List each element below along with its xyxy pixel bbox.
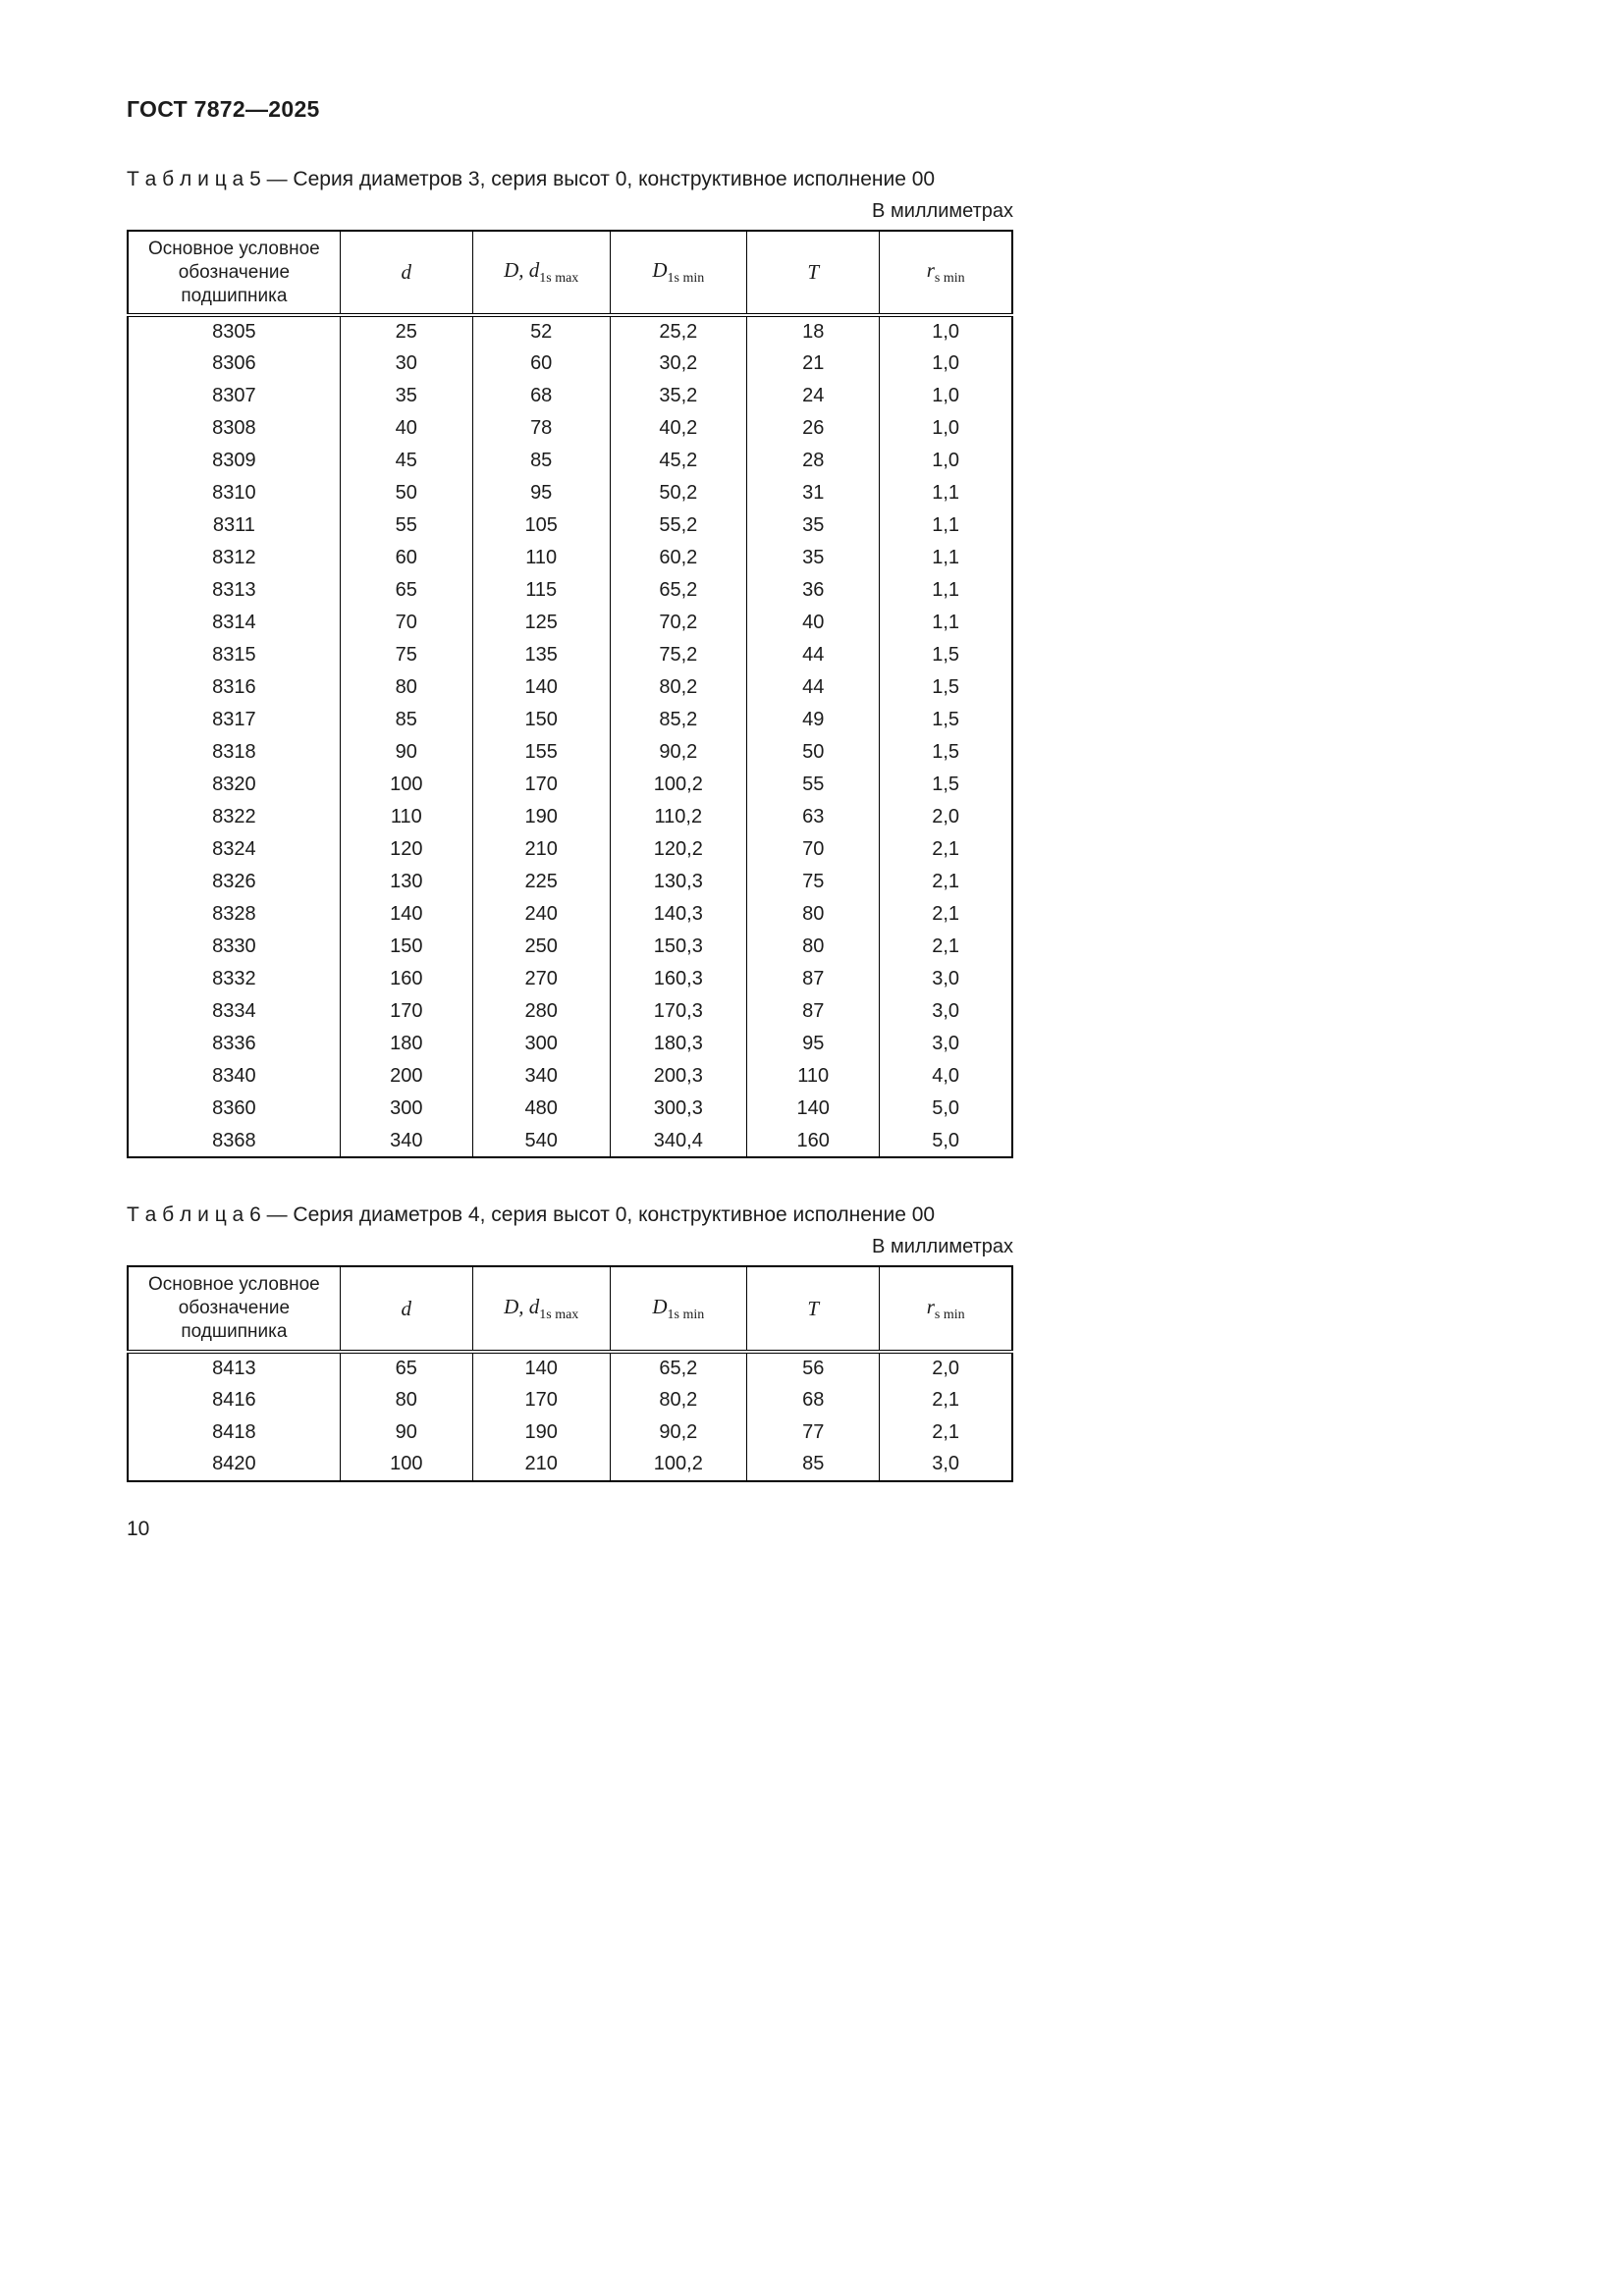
cell-d: 90 — [340, 1416, 472, 1449]
cell-d1s-max: 270 — [472, 963, 610, 995]
cell-d1s-max: 190 — [472, 801, 610, 833]
cell-d1s-max: 210 — [472, 833, 610, 866]
cell-designation: 8416 — [128, 1384, 340, 1416]
column-header-rs-min: $r_{s min}$ — [880, 1266, 1012, 1351]
cell-d1s-min: 340,4 — [610, 1125, 747, 1157]
cell-d1s-min: 160,3 — [610, 963, 747, 995]
table-row — [128, 995, 1012, 1028]
cell-designation: 8317 — [128, 704, 340, 736]
cell-rs-min: 1,5 — [880, 639, 1012, 671]
table-row — [128, 1352, 1012, 1384]
cell-d1s-min: 35,2 — [610, 380, 747, 412]
cell-d1s-max: 225 — [472, 866, 610, 898]
cell-d: 30 — [340, 347, 472, 380]
cell-designation: 8324 — [128, 833, 340, 866]
cell-d1s-max: 250 — [472, 931, 610, 963]
column-header-t: T — [747, 1266, 880, 1351]
cell-designation: 8306 — [128, 347, 340, 380]
cell-rs-min: 1,0 — [880, 445, 1012, 477]
cell-t: 31 — [747, 477, 880, 509]
cell-d: 110 — [340, 801, 472, 833]
header-row — [128, 1266, 1012, 1351]
cell-d: 160 — [340, 963, 472, 995]
table-row — [128, 574, 1012, 607]
cell-d: 70 — [340, 607, 472, 639]
cell-t: 49 — [747, 704, 880, 736]
cell-t: 18 — [747, 315, 880, 347]
cell-d1s-max: 210 — [472, 1449, 610, 1481]
cell-d1s-max: 170 — [472, 769, 610, 801]
table-row — [128, 542, 1012, 574]
cell-t: 95 — [747, 1028, 880, 1060]
cell-d1s-min: 110,2 — [610, 801, 747, 833]
cell-d1s-max: 60 — [472, 347, 610, 380]
cell-d1s-min: 65,2 — [610, 1352, 747, 1384]
cell-d1s-max: 480 — [472, 1093, 610, 1125]
table6-units-note: В миллиметрах — [872, 1236, 1013, 1258]
cell-d: 120 — [340, 833, 472, 866]
cell-designation: 8318 — [128, 736, 340, 769]
cell-rs-min: 3,0 — [880, 995, 1012, 1028]
table-row — [128, 445, 1012, 477]
cell-d1s-max: 340 — [472, 1060, 610, 1093]
cell-rs-min: 2,1 — [880, 833, 1012, 866]
cell-d1s-max: 78 — [472, 412, 610, 445]
table-row — [128, 1028, 1012, 1060]
cell-designation: 8332 — [128, 963, 340, 995]
cell-d1s-max: 240 — [472, 898, 610, 931]
cell-d: 90 — [340, 736, 472, 769]
table-row — [128, 801, 1012, 833]
cell-d1s-min: 80,2 — [610, 671, 747, 704]
cell-t: 35 — [747, 542, 880, 574]
cell-rs-min: 1,5 — [880, 671, 1012, 704]
table-row — [128, 347, 1012, 380]
cell-t: 21 — [747, 347, 880, 380]
cell-designation: 8305 — [128, 315, 340, 347]
cell-d1s-min: 25,2 — [610, 315, 747, 347]
table-row — [128, 380, 1012, 412]
column-header-d1s-min: $D_{1s min}$ — [610, 1266, 747, 1351]
cell-rs-min: 3,0 — [880, 963, 1012, 995]
cell-d1s-max: 125 — [472, 607, 610, 639]
cell-rs-min: 4,0 — [880, 1060, 1012, 1093]
column-header-d: d — [340, 231, 472, 315]
column-header-rs-min: $r_{s min}$ — [880, 231, 1012, 315]
table-row — [128, 898, 1012, 931]
table-row — [128, 1060, 1012, 1093]
cell-rs-min: 2,1 — [880, 931, 1012, 963]
page-content — [127, 96, 1013, 1541]
table-row — [128, 1384, 1012, 1416]
cell-d1s-min: 300,3 — [610, 1093, 747, 1125]
cell-d: 80 — [340, 1384, 472, 1416]
cell-designation: 8320 — [128, 769, 340, 801]
table-row — [128, 1093, 1012, 1125]
cell-t: 28 — [747, 445, 880, 477]
cell-d: 40 — [340, 412, 472, 445]
table5-bearing-dimensions — [127, 230, 1013, 1158]
cell-t: 77 — [747, 1416, 880, 1449]
cell-rs-min: 2,0 — [880, 801, 1012, 833]
cell-designation: 8311 — [128, 509, 340, 542]
cell-t: 87 — [747, 963, 880, 995]
table-row — [128, 704, 1012, 736]
cell-d: 85 — [340, 704, 472, 736]
column-header-d1s-max: D, $d_{1s max}$ — [472, 1266, 610, 1351]
cell-d1s-max: 170 — [472, 1384, 610, 1416]
table6-bearing-dimensions — [127, 1265, 1013, 1481]
cell-d1s-min: 100,2 — [610, 1449, 747, 1481]
cell-d1s-max: 155 — [472, 736, 610, 769]
table6-caption: Т а б л и ц а 6 — Серия диаметров 4, серия высот 0, конструктивное исполнение 00 — [127, 1203, 936, 1227]
cell-rs-min: 2,1 — [880, 1384, 1012, 1416]
cell-t: 80 — [747, 898, 880, 931]
cell-rs-min: 1,1 — [880, 607, 1012, 639]
cell-d1s-max: 110 — [472, 542, 610, 574]
cell-t: 160 — [747, 1125, 880, 1157]
cell-d1s-min: 30,2 — [610, 347, 747, 380]
cell-rs-min: 2,0 — [880, 1352, 1012, 1384]
cell-d1s-min: 120,2 — [610, 833, 747, 866]
cell-designation: 8308 — [128, 412, 340, 445]
cell-designation: 8312 — [128, 542, 340, 574]
column-header-designation: Основное условное обозначение подшипника — [128, 1266, 340, 1351]
column-header-d1s-min: $D_{1s min}$ — [610, 231, 747, 315]
cell-d1s-min: 55,2 — [610, 509, 747, 542]
cell-designation: 8340 — [128, 1060, 340, 1093]
cell-designation: 8328 — [128, 898, 340, 931]
cell-d: 170 — [340, 995, 472, 1028]
cell-designation: 8418 — [128, 1416, 340, 1449]
cell-designation: 8322 — [128, 801, 340, 833]
cell-d: 100 — [340, 1449, 472, 1481]
cell-d1s-min: 100,2 — [610, 769, 747, 801]
cell-designation: 8420 — [128, 1449, 340, 1481]
cell-t: 44 — [747, 671, 880, 704]
cell-rs-min: 1,0 — [880, 380, 1012, 412]
cell-d: 65 — [340, 1352, 472, 1384]
cell-d1s-max: 140 — [472, 1352, 610, 1384]
table-row — [128, 639, 1012, 671]
cell-d: 140 — [340, 898, 472, 931]
cell-rs-min: 3,0 — [880, 1028, 1012, 1060]
cell-designation: 8326 — [128, 866, 340, 898]
cell-d: 55 — [340, 509, 472, 542]
cell-d: 25 — [340, 315, 472, 347]
cell-d1s-min: 50,2 — [610, 477, 747, 509]
cell-t: 85 — [747, 1449, 880, 1481]
cell-d: 45 — [340, 445, 472, 477]
cell-d1s-min: 140,3 — [610, 898, 747, 931]
cell-rs-min: 1,1 — [880, 542, 1012, 574]
cell-rs-min: 1,1 — [880, 509, 1012, 542]
cell-t: 110 — [747, 1060, 880, 1093]
cell-rs-min: 1,1 — [880, 477, 1012, 509]
cell-d: 60 — [340, 542, 472, 574]
cell-d1s-max: 105 — [472, 509, 610, 542]
table-row — [128, 509, 1012, 542]
column-header-designation: Основное условное обозначение подшипника — [128, 231, 340, 315]
cell-d: 300 — [340, 1093, 472, 1125]
cell-d1s-min: 40,2 — [610, 412, 747, 445]
table-row — [128, 833, 1012, 866]
table-row — [128, 671, 1012, 704]
cell-rs-min: 1,5 — [880, 769, 1012, 801]
cell-d1s-max: 540 — [472, 1125, 610, 1157]
table-row — [128, 1125, 1012, 1157]
cell-t: 50 — [747, 736, 880, 769]
column-header-d: d — [340, 1266, 472, 1351]
table-row — [128, 477, 1012, 509]
table-row — [128, 315, 1012, 347]
cell-t: 35 — [747, 509, 880, 542]
page-number: 10 — [127, 1517, 150, 1540]
cell-t: 63 — [747, 801, 880, 833]
header-row — [128, 231, 1012, 315]
table-row — [128, 769, 1012, 801]
cell-designation: 8313 — [128, 574, 340, 607]
table5-caption: Т а б л и ц а 5 — Серия диаметров 3, серия высот 0, конструктивное исполнение 00 — [127, 168, 936, 190]
cell-rs-min: 1,5 — [880, 704, 1012, 736]
table-row — [128, 963, 1012, 995]
cell-d: 200 — [340, 1060, 472, 1093]
cell-designation: 8316 — [128, 671, 340, 704]
cell-rs-min: 2,1 — [880, 898, 1012, 931]
cell-d1s-max: 280 — [472, 995, 610, 1028]
cell-t: 80 — [747, 931, 880, 963]
table-row — [128, 412, 1012, 445]
table-row — [128, 1416, 1012, 1449]
cell-d1s-min: 80,2 — [610, 1384, 747, 1416]
cell-designation: 8360 — [128, 1093, 340, 1125]
cell-designation: 8336 — [128, 1028, 340, 1060]
cell-d: 150 — [340, 931, 472, 963]
cell-rs-min: 5,0 — [880, 1093, 1012, 1125]
cell-d: 50 — [340, 477, 472, 509]
cell-t: 44 — [747, 639, 880, 671]
table5-units-note: В миллиметрах — [872, 200, 1013, 222]
cell-d: 80 — [340, 671, 472, 704]
cell-d1s-min: 130,3 — [610, 866, 747, 898]
cell-d: 35 — [340, 380, 472, 412]
cell-d1s-max: 68 — [472, 380, 610, 412]
doc-standard-header: ГОСТ 7872—2025 — [127, 96, 320, 122]
cell-d1s-min: 200,3 — [610, 1060, 747, 1093]
cell-d: 75 — [340, 639, 472, 671]
table6-section — [127, 1203, 1013, 1481]
table-row — [128, 931, 1012, 963]
cell-rs-min: 1,0 — [880, 347, 1012, 380]
column-header-t: T — [747, 231, 880, 315]
cell-t: 68 — [747, 1384, 880, 1416]
cell-designation: 8314 — [128, 607, 340, 639]
cell-t: 140 — [747, 1093, 880, 1125]
cell-d1s-max: 95 — [472, 477, 610, 509]
cell-d1s-min: 70,2 — [610, 607, 747, 639]
cell-d1s-max: 115 — [472, 574, 610, 607]
cell-t: 70 — [747, 833, 880, 866]
cell-t: 55 — [747, 769, 880, 801]
cell-t: 56 — [747, 1352, 880, 1384]
cell-t: 26 — [747, 412, 880, 445]
cell-d1s-max: 140 — [472, 671, 610, 704]
table-row — [128, 736, 1012, 769]
cell-designation: 8413 — [128, 1352, 340, 1384]
cell-designation: 8307 — [128, 380, 340, 412]
cell-rs-min: 1,5 — [880, 736, 1012, 769]
cell-d1s-min: 90,2 — [610, 736, 747, 769]
table-row — [128, 866, 1012, 898]
cell-rs-min: 3,0 — [880, 1449, 1012, 1481]
cell-d: 100 — [340, 769, 472, 801]
cell-d1s-min: 150,3 — [610, 931, 747, 963]
column-header-d1s-max: D, $d_{1s max}$ — [472, 231, 610, 315]
cell-designation: 8310 — [128, 477, 340, 509]
cell-d1s-min: 85,2 — [610, 704, 747, 736]
table5-section — [127, 168, 1013, 1158]
cell-d1s-max: 300 — [472, 1028, 610, 1060]
cell-d1s-min: 45,2 — [610, 445, 747, 477]
cell-designation: 8334 — [128, 995, 340, 1028]
cell-t: 75 — [747, 866, 880, 898]
cell-d1s-min: 60,2 — [610, 542, 747, 574]
cell-designation: 8330 — [128, 931, 340, 963]
cell-d1s-min: 65,2 — [610, 574, 747, 607]
cell-rs-min: 5,0 — [880, 1125, 1012, 1157]
table-row — [128, 607, 1012, 639]
cell-rs-min: 1,0 — [880, 412, 1012, 445]
cell-d1s-min: 180,3 — [610, 1028, 747, 1060]
cell-t: 36 — [747, 574, 880, 607]
cell-rs-min: 2,1 — [880, 1416, 1012, 1449]
cell-d1s-min: 170,3 — [610, 995, 747, 1028]
cell-d: 130 — [340, 866, 472, 898]
cell-d: 65 — [340, 574, 472, 607]
cell-t: 24 — [747, 380, 880, 412]
cell-d: 180 — [340, 1028, 472, 1060]
cell-d1s-max: 52 — [472, 315, 610, 347]
cell-rs-min: 2,1 — [880, 866, 1012, 898]
cell-designation: 8368 — [128, 1125, 340, 1157]
cell-t: 40 — [747, 607, 880, 639]
cell-rs-min: 1,1 — [880, 574, 1012, 607]
cell-d1s-max: 150 — [472, 704, 610, 736]
cell-d1s-min: 75,2 — [610, 639, 747, 671]
cell-d1s-max: 190 — [472, 1416, 610, 1449]
cell-d: 340 — [340, 1125, 472, 1157]
cell-rs-min: 1,0 — [880, 315, 1012, 347]
cell-d1s-max: 85 — [472, 445, 610, 477]
table-row — [128, 1449, 1012, 1481]
cell-t: 87 — [747, 995, 880, 1028]
cell-d1s-max: 135 — [472, 639, 610, 671]
cell-designation: 8315 — [128, 639, 340, 671]
cell-designation: 8309 — [128, 445, 340, 477]
cell-d1s-min: 90,2 — [610, 1416, 747, 1449]
